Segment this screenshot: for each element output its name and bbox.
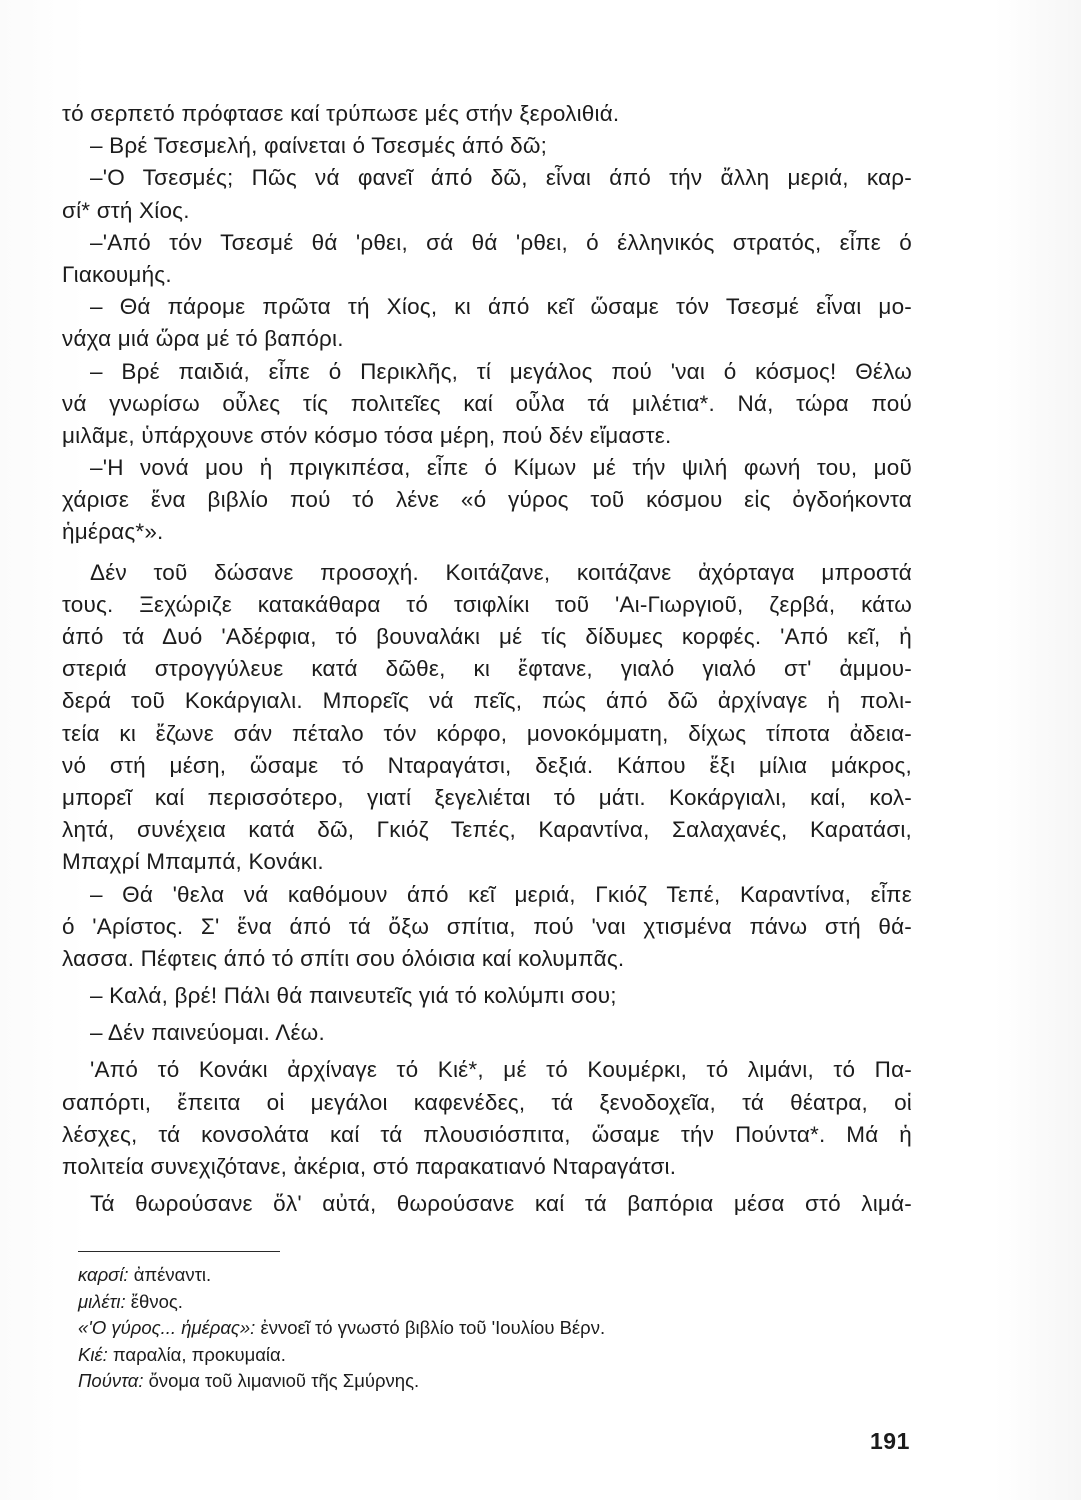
text-line: Γιακουμής. (62, 261, 172, 287)
text-line: ἡμέρας*». (62, 519, 164, 545)
text-line: τους. Ξεχώριζε κατακάθαρα τό τσιφλίκι τοῦ 'Αι-Γιωργιοῦ, ζερβά, κάτω (62, 591, 912, 617)
text-line: ό 'Αρίστος. Σ' ἕνα άπό τά ὄξω σπίτια, πού 'ναι χτισμένα πάνω στή θά- (62, 913, 912, 939)
footnote-definition: ἀπέναντι. (133, 1264, 212, 1285)
footnote (78, 1342, 858, 1369)
text-line: νά γνωρίσω οὖλες τίς πολιτεῖες καί οὖλα τά μιλέτια*. Νά, τώρα πού (62, 390, 912, 416)
footnote-term: μιλέτι: (78, 1290, 126, 1312)
text-line: – Θά 'θελα νά καθόμουν άπό κεῖ μεριά, Γκιόζ Τεπέ, Καραντίνα, εἶπε (90, 881, 912, 907)
text-line: –'Η νονά μου ἡ πριγκιπέσα, εἶπε ό Κίμων μέ τήν ψιλή φωνή του, μοῦ (90, 455, 912, 481)
text-line: –'Ο Τσεσμές; Πῶς νά φανεῖ άπό δῶ, εἶναι άπό τήν ἄλλη μεριά, καρ- (90, 165, 912, 191)
footnote (78, 1315, 858, 1342)
text-line: χάρισε ἕνα βιβλίο πού τό λένε «ό γύρος τοῦ κόσμου εἰς ὀγδοήκοντα (62, 487, 912, 513)
text-line: τεία κι ἔζωνε σάν πέταλο τόν κόρφο, μονοκόμματη, δίχως τίποτα ἀδεια- (62, 720, 912, 746)
footnote (78, 1262, 858, 1289)
text-line: μιλᾶμε, ὑπάρχουνε στόν κόσμο τόσα μέρη, πού δέν εἴμαστε. (62, 422, 672, 448)
text-line: – Δέν παινεύομαι. Λέω. (90, 1020, 325, 1046)
text-line: σαπόρτι, ἔπειτα οἱ μεγάλοι καφενέδες, τά ξενοδοχεῖα, τά θέατρα, οἱ (62, 1089, 912, 1115)
text-line: Τά θωρούσανε ὅλ' αὐτά, θωρούσανε καί τά βαπόρια μέσα στό λιμά- (90, 1191, 912, 1217)
footnote (78, 1368, 858, 1395)
footnote-term: «'Ο γύρος... ἡμέρας»: (78, 1317, 256, 1339)
text-line: λασσα. Πέφτεις άπό τό σπίτι σου όλόισια καί κολυμπᾶς. (62, 945, 625, 971)
text-line: πολιτεία συνεχιζότανε, ἀκέρια, στό παρακατιανό Νταραγάτσι. (62, 1154, 677, 1179)
text-line: – Βρέ Τσεσμελή, φαίνεται ό Τσεσμές άπό δῶ; (90, 133, 548, 159)
footnote-divider (78, 1251, 280, 1252)
footnote (78, 1289, 858, 1316)
text-line: τό σερπετό πρόφτασε καί τρύπωσε μές στήν ξερολιθιά. (62, 101, 620, 126)
text-line: μπορεῖ καί περισσότερο, γιατί ξεγελιέται τό μάτι. Κοκάργιαλι, καί, κολ- (62, 784, 912, 810)
footnote-definition: ἔθνος. (130, 1290, 183, 1312)
footnote-term: Κιέ: (78, 1343, 108, 1365)
text-line: άπό τά Δυό 'Αδέρφια, τό βουναλάκι μέ τίς δίδυμες κορφές. 'Από κεῖ, ἡ (62, 624, 912, 649)
footnote-definition: ὄνομα τοῦ λιμανιοῦ τῆς Σμύρνης. (148, 1370, 420, 1392)
text-line: νό στή μέση, ὥσαμε τό Νταραγάτσι, δεξιά. Κάπου ἕξι μίλια μάκρος, (62, 752, 912, 778)
text-line: δερά τοῦ Κοκάργιαλι. Μπορεῖς νά πεῖς, πώς άπό δῶ ἀρχίναγε ἡ πολι- (62, 688, 912, 714)
text-line: – Βρέ παιδιά, εἶπε ό Περικλῆς, τί μεγάλος πού 'ναι ό κόσμος! Θέλω (90, 358, 912, 384)
text-line: 'Από τό Κονάκι ἀρχίναγε τό Κιέ*, μέ τό Κουμέρκι, τό λιμάνι, τό Πα- (90, 1057, 912, 1083)
footnotes (78, 1262, 858, 1395)
text-line: Μπαχρί Μπαμπά, Κονάκι. (62, 849, 324, 875)
text-line: στεριά στρογγύλευε κατά δῶθε, κι ἔφτανε, γιαλό γιαλό στ' ἀμμου- (62, 656, 912, 682)
footnote-term: καρσί: (78, 1264, 129, 1285)
body-text (62, 98, 912, 1220)
text-line: –'Από τόν Τσεσμέ θά 'ρθει, σά θά 'ρθει, ό έλληνικός στρατός, εἶπε ό (90, 229, 912, 255)
footnote-definition: παραλία, προκυμαία. (112, 1343, 286, 1365)
text-line: – Καλά, βρέ! Πάλι θά παινευτεῖς γιά τό κολύμπι σου; (90, 983, 617, 1009)
page-number: 191 (870, 1428, 910, 1454)
text-line: σί* στή Χίος. (62, 197, 190, 223)
footnote-term: Πούντα: (78, 1370, 144, 1392)
text-line: λέσχες, τά κονσολάτα καί τά πλουσιόσπιτα, ὥσαμε τήν Πούντα*. Μά ἡ (62, 1121, 912, 1147)
text-line: – Θά πάρομε πρῶτα τή Χίος, κι άπό κεῖ ὥσαμε τόν Τσεσμέ εἶναι μο- (90, 294, 912, 320)
text-line: νάχα μιά ὥρα μέ τό βαπόρι. (62, 326, 344, 352)
footnote-definition: ἐννοεῖ τό γνωστό βιβλίο τοῦ 'Ιουλίου Βέρν. (260, 1317, 606, 1339)
text-line: λητά, συνέχεια κατά δῶ, Γκιόζ Τεπές, Καραντίνα, Σαλαχανές, Καρατάσι, (62, 817, 912, 843)
text-line: Δέν τοῦ δώσανε προσοχή. Κοιτάζανε, κοιτάζανε ἀχόρταγα μπροστά (90, 559, 912, 585)
